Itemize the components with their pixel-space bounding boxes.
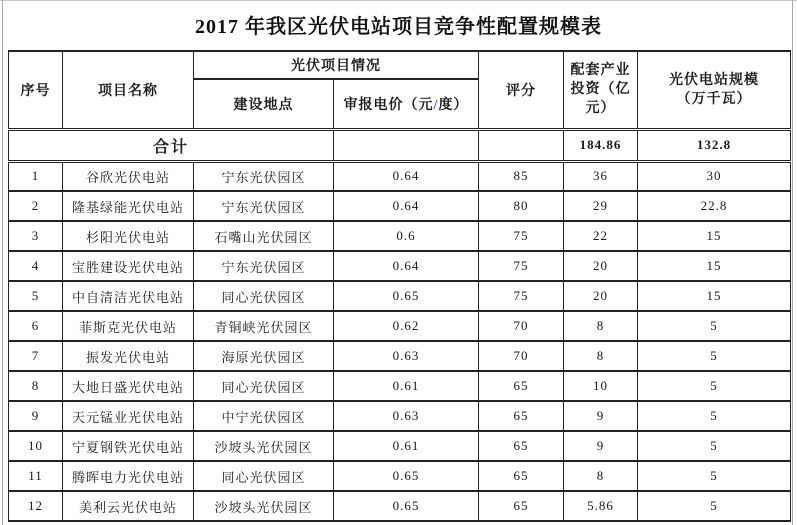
cell-name: 宁夏钢铁光伏电站 <box>63 431 194 461</box>
total-price-empty <box>334 129 479 161</box>
cell-name: 大地日盛光伏电站 <box>63 371 194 401</box>
cell-price: 0.65 <box>334 281 479 311</box>
cell-seq: 3 <box>9 221 63 251</box>
cell-investment: 9 <box>564 401 638 431</box>
cell-score: 80 <box>479 191 564 221</box>
cell-seq: 6 <box>9 311 63 341</box>
cell-location: 沙坡头光伏园区 <box>194 431 334 461</box>
page-edge-right <box>792 0 793 525</box>
cell-investment: 20 <box>564 281 638 311</box>
cell-seq: 4 <box>9 251 63 281</box>
cell-scale: 5 <box>638 401 791 431</box>
cell-name: 天元锰业光伏电站 <box>63 401 194 431</box>
cell-seq: 10 <box>9 431 63 461</box>
cell-scale: 22.8 <box>638 191 791 221</box>
cell-price: 0.64 <box>334 161 479 191</box>
cell-name: 振发光伏电站 <box>63 341 194 371</box>
cell-scale: 5 <box>638 461 791 491</box>
table-row <box>9 311 791 341</box>
table-row <box>9 491 791 521</box>
cell-price: 0.63 <box>334 401 479 431</box>
cell-scale: 15 <box>638 221 791 251</box>
table-row <box>9 251 791 281</box>
cell-location: 沙坡头光伏园区 <box>194 491 334 521</box>
table-row <box>9 221 791 251</box>
cell-seq: 5 <box>9 281 63 311</box>
cell-price: 0.6 <box>334 221 479 251</box>
table-header <box>9 51 791 129</box>
cell-price: 0.65 <box>334 491 479 521</box>
cell-scale: 5 <box>638 341 791 371</box>
table-row <box>9 161 791 191</box>
cell-location: 同心光伏园区 <box>194 371 334 401</box>
cell-price: 0.63 <box>334 341 479 371</box>
investment-header-line3: 元） <box>585 101 616 117</box>
table-row <box>9 341 791 371</box>
cell-score: 75 <box>479 221 564 251</box>
cell-price: 0.61 <box>334 431 479 461</box>
cell-location: 海原光伏园区 <box>194 341 334 371</box>
cell-scale: 15 <box>638 281 791 311</box>
total-investment: 184.86 <box>564 129 638 161</box>
total-row <box>9 129 791 161</box>
pv-config-table <box>8 50 791 522</box>
cell-investment: 5.86 <box>564 491 638 521</box>
investment-header-line1: 配套产业 <box>570 63 631 79</box>
cell-scale: 5 <box>638 311 791 341</box>
total-scale: 132.8 <box>638 129 791 161</box>
table-row <box>9 191 791 221</box>
cell-seq: 2 <box>9 191 63 221</box>
col-header-scale <box>638 51 791 129</box>
col-header-score: 评分 <box>479 51 564 129</box>
col-header-pv-group: 光伏项目情况 <box>194 51 479 79</box>
cell-investment: 8 <box>564 461 638 491</box>
cell-score: 65 <box>479 461 564 491</box>
cell-score: 85 <box>479 161 564 191</box>
cell-score: 65 <box>479 491 564 521</box>
cell-location: 宁东光伏园区 <box>194 191 334 221</box>
cell-name: 中自清洁光伏电站 <box>63 281 194 311</box>
cell-investment: 22 <box>564 221 638 251</box>
table-body <box>9 129 791 521</box>
table-row <box>9 431 791 461</box>
price-header-slash: / <box>433 97 439 113</box>
cell-seq: 7 <box>9 341 63 371</box>
cell-score: 65 <box>479 431 564 461</box>
cell-investment: 36 <box>564 161 638 191</box>
cell-name: 美利云光伏电站 <box>63 491 194 521</box>
cell-scale: 5 <box>638 431 791 461</box>
col-header-price <box>334 79 479 129</box>
cell-location: 中宁光伏园区 <box>194 401 334 431</box>
price-header-post: 度） <box>438 97 469 113</box>
cell-seq: 11 <box>9 461 63 491</box>
col-header-investment <box>564 51 638 129</box>
table-row <box>9 281 791 311</box>
cell-score: 65 <box>479 401 564 431</box>
cell-location: 同心光伏园区 <box>194 461 334 491</box>
cell-price: 0.64 <box>334 251 479 281</box>
cell-name: 宝胜建设光伏电站 <box>63 251 194 281</box>
cell-name: 谷欣光伏电站 <box>63 161 194 191</box>
cell-location: 同心光伏园区 <box>194 281 334 311</box>
cell-investment: 9 <box>564 431 638 461</box>
page-title: 2017 年我区光伏电站项目竞争性配置规模表 <box>195 16 602 38</box>
cell-price: 0.64 <box>334 191 479 221</box>
table-row <box>9 401 791 431</box>
cell-name: 腾晖电力光伏电站 <box>63 461 194 491</box>
cell-investment: 29 <box>564 191 638 221</box>
scale-header-line1: 光伏电站规模 <box>669 72 759 88</box>
cell-investment: 8 <box>564 311 638 341</box>
cell-price: 0.62 <box>334 311 479 341</box>
table-row <box>9 461 791 491</box>
cell-scale: 5 <box>638 371 791 401</box>
page-edge-top <box>0 0 797 1</box>
cell-location: 青铜峡光伏园区 <box>194 311 334 341</box>
cell-score: 75 <box>479 281 564 311</box>
cell-price: 0.65 <box>334 461 479 491</box>
cell-location: 宁东光伏园区 <box>194 251 334 281</box>
total-label: 合计 <box>9 129 334 161</box>
cell-score: 75 <box>479 251 564 281</box>
cell-investment: 10 <box>564 371 638 401</box>
cell-location: 石嘴山光伏园区 <box>194 221 334 251</box>
cell-name: 菲斯克光伏电站 <box>63 311 194 341</box>
cell-scale: 30 <box>638 161 791 191</box>
cell-name: 隆基绿能光伏电站 <box>63 191 194 221</box>
cell-name: 杉阳光伏电站 <box>63 221 194 251</box>
cell-seq: 1 <box>9 161 63 191</box>
cell-seq: 8 <box>9 371 63 401</box>
cell-investment: 20 <box>564 251 638 281</box>
cell-investment: 8 <box>564 341 638 371</box>
table-row <box>9 371 791 401</box>
cell-score: 70 <box>479 311 564 341</box>
scale-header-line2: （万千瓦） <box>676 91 752 107</box>
cell-price: 0.61 <box>334 371 479 401</box>
cell-seq: 12 <box>9 491 63 521</box>
col-header-name: 项目名称 <box>63 51 194 129</box>
cell-score: 65 <box>479 371 564 401</box>
cell-score: 70 <box>479 341 564 371</box>
total-score-empty <box>479 129 564 161</box>
page-edge-left <box>2 0 3 525</box>
cell-scale: 15 <box>638 251 791 281</box>
col-header-location: 建设地点 <box>194 79 334 129</box>
investment-header-line2: 投资（亿 <box>570 82 631 98</box>
cell-seq: 9 <box>9 401 63 431</box>
price-header-pre: 审报电价（元 <box>343 97 434 113</box>
col-header-seq: 序号 <box>9 51 63 129</box>
cell-scale: 5 <box>638 491 791 521</box>
cell-location: 宁东光伏园区 <box>194 161 334 191</box>
